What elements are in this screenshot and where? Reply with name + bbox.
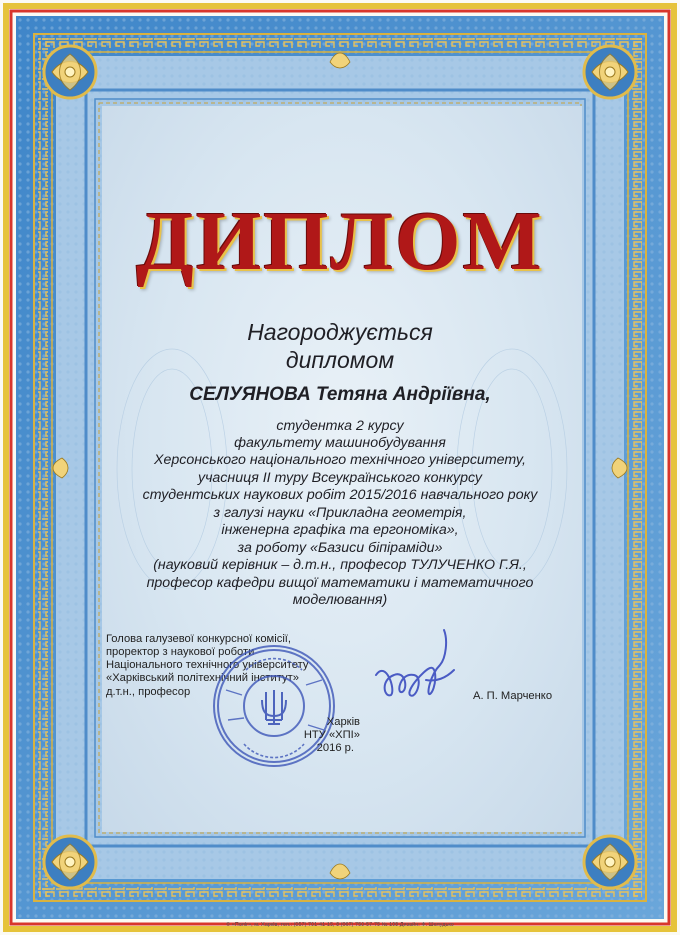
body-line: Херсонського національного технічного університету,: [154, 452, 526, 468]
body-line: факультету машинобудування: [234, 435, 446, 451]
body-line: учасниця II туру Всеукраїнського конкурсу: [197, 470, 483, 486]
award-line-1: Нагороджується: [247, 319, 433, 345]
printer-footer: © «Поліг», м. Харків, тел.: (057) 701-41-15, 8 (067) 750-57-75 № 108 Дизайн: Ф. Шелудько: [226, 922, 454, 928]
recipient-name: СЕЛУЯНОВА Тетяна Андріївна,: [189, 384, 491, 405]
signatory-line: д.т.н., професор: [106, 686, 191, 698]
signatory-line: «Харківський політехнічний інститут»: [106, 672, 299, 684]
place-line: 2016 р.: [316, 742, 354, 754]
place-line: НТУ «ХПІ»: [303, 729, 360, 741]
signatory-name: А. П. Марченко: [473, 690, 553, 702]
body-line: за роботу «Базиси біпіраміди»: [237, 540, 443, 556]
body-line: з галузі науки «Прикладна геометрія,: [213, 505, 467, 521]
trident-emblem-icon: [262, 690, 286, 724]
body-line: студентських наукових робіт 2015/2016 навчального року: [142, 487, 538, 503]
body-line: інженерна графіка та ергономіка»,: [221, 522, 459, 538]
signature-icon: [366, 620, 466, 720]
signatory-line: Голова галузевої конкурсної комісії,: [106, 633, 292, 645]
diploma-title: ДИПЛОМ: [136, 195, 544, 288]
body-line: студентка 2 курсу: [276, 418, 404, 434]
body-line: професор кафедри вищої математики і математичного: [146, 575, 534, 591]
award-line-2: дипломом: [285, 347, 395, 373]
body-line: моделювання): [292, 592, 388, 608]
body-line: (науковий керівник – д.т.н., професор ТУЛУЧЕНКО Г.Я.,: [153, 557, 527, 573]
signatory-line: Національного технічного університету: [106, 659, 309, 671]
place-line: Харків: [326, 716, 360, 728]
signatory-line: проректор з наукової роботи: [106, 646, 255, 658]
